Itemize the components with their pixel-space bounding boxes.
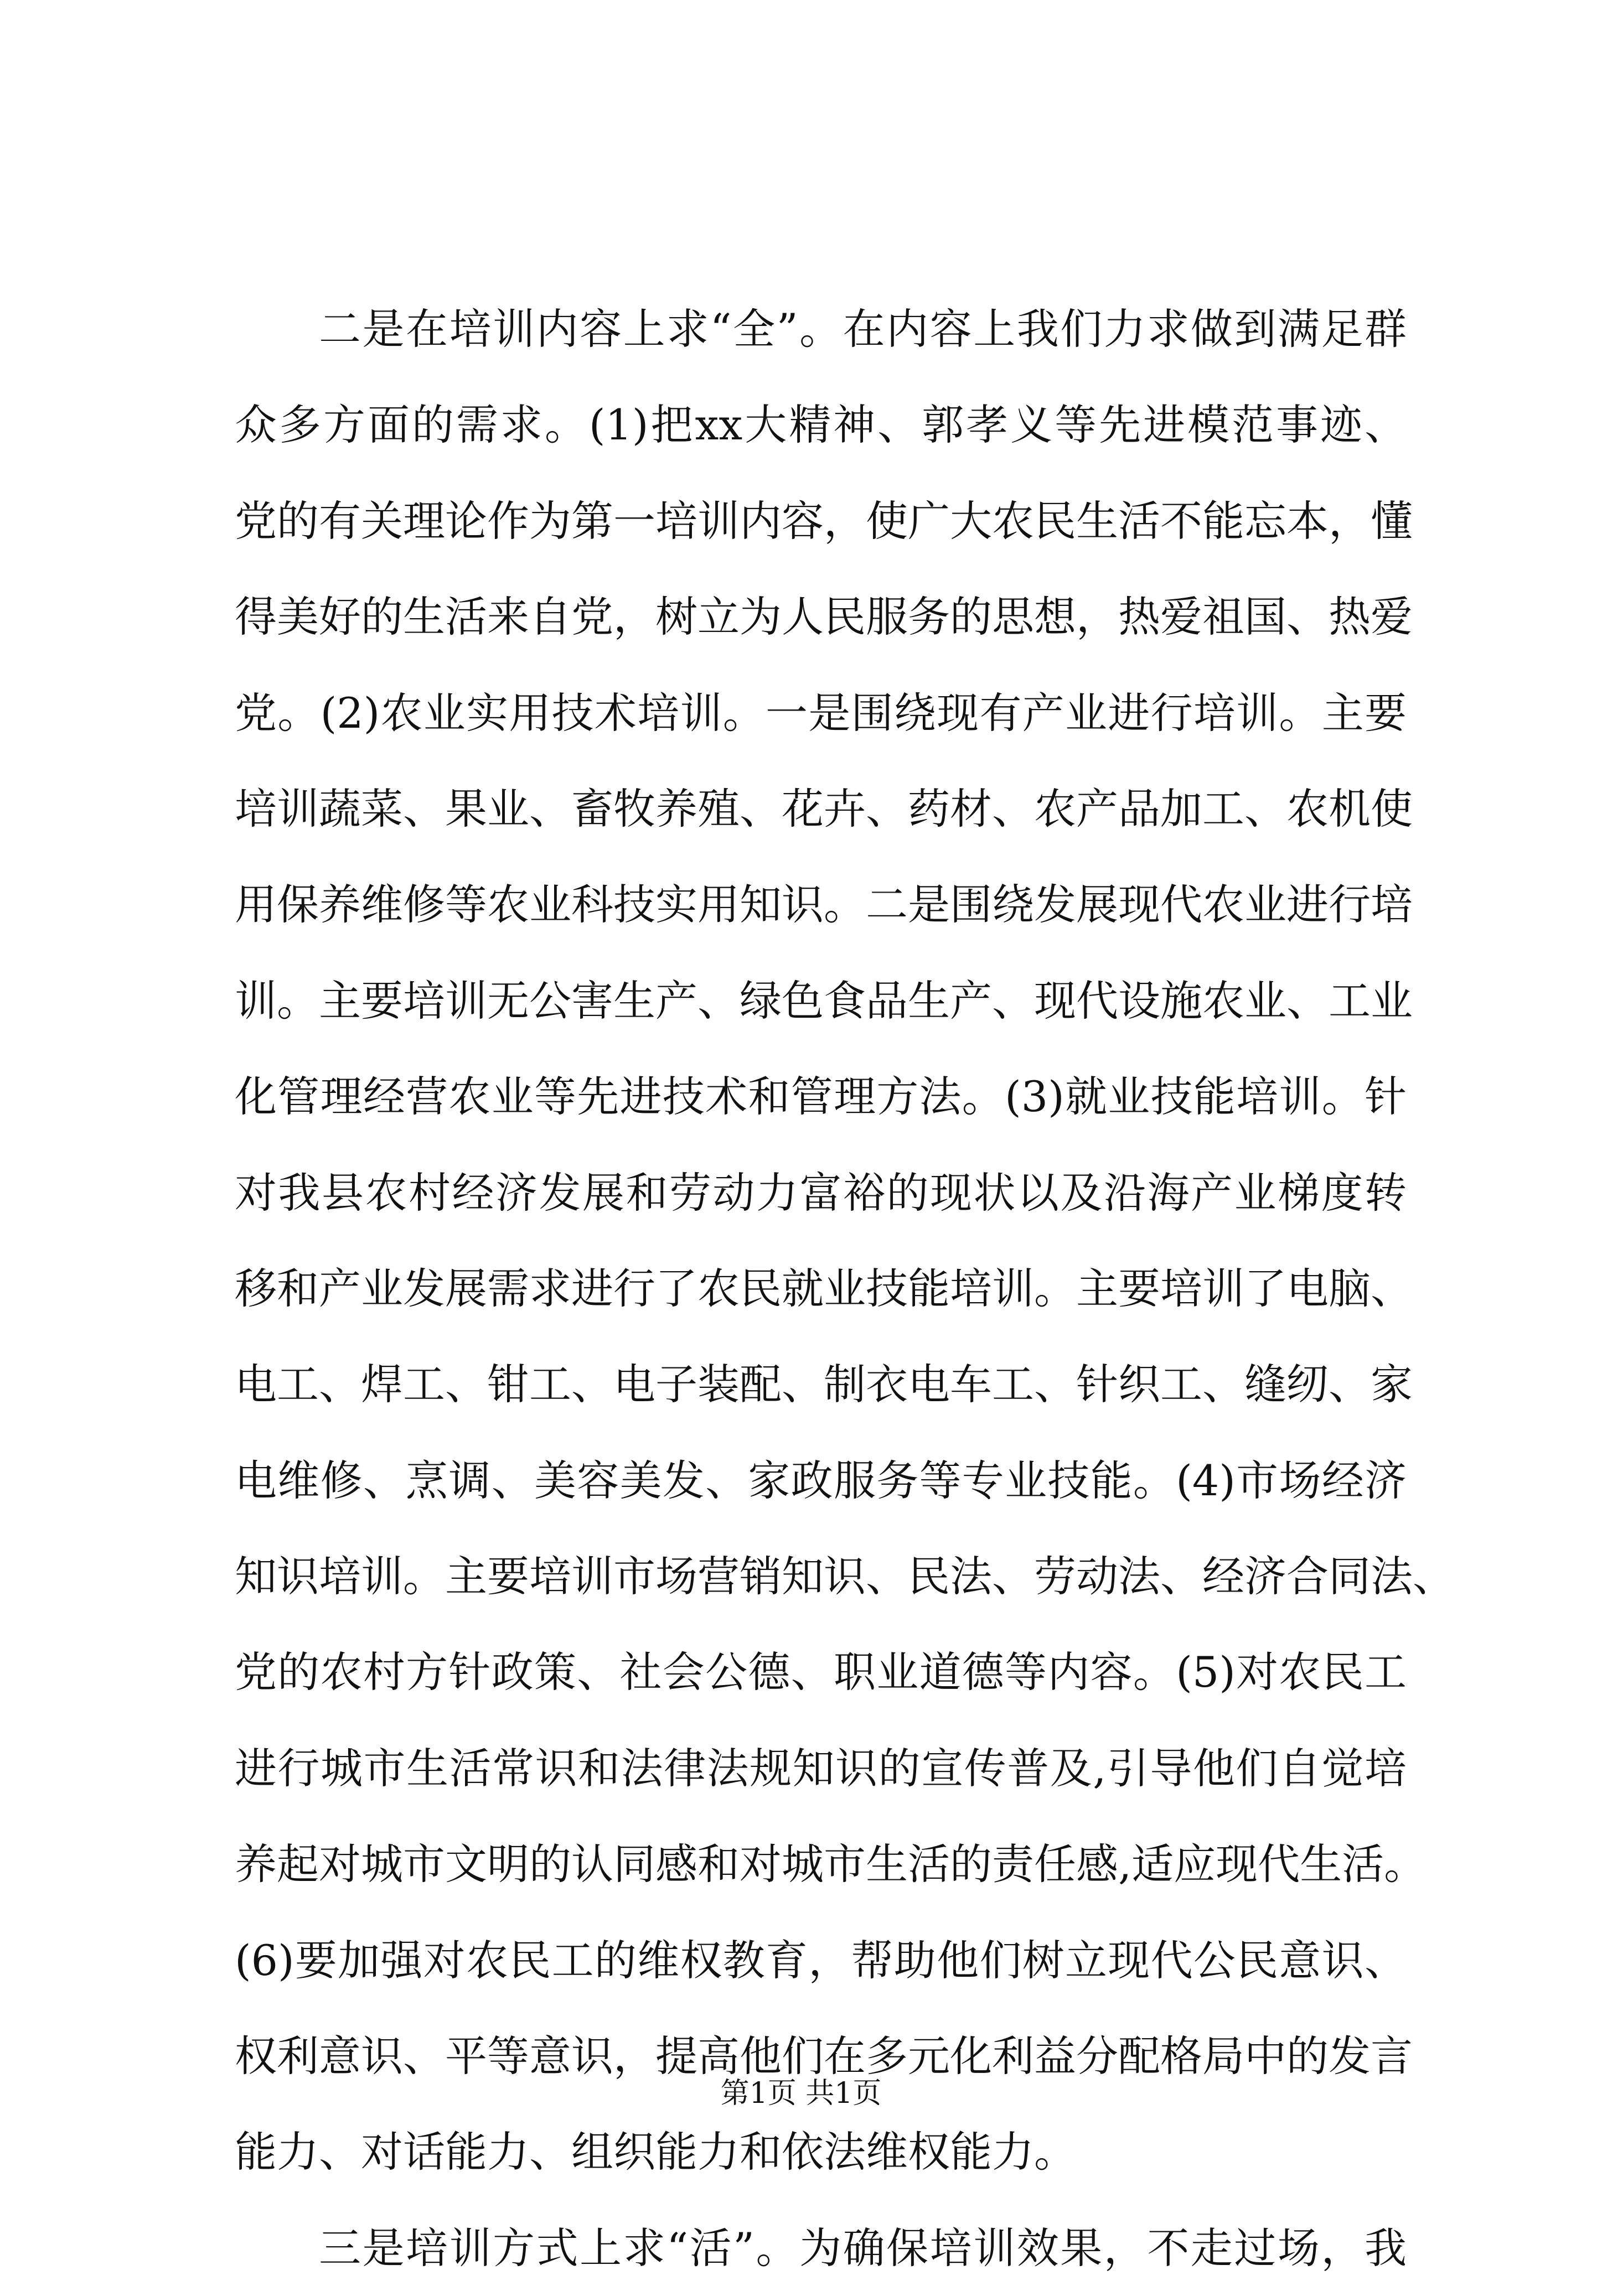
text-line: 养起对城市文明的认同感和对城市生活的责任感,适应现代生活。 — [235, 1839, 1427, 1889]
paragraph-training-method — [235, 2200, 1407, 2296]
text-line: 党。(2)农业实用技术培训。一是围绕现有产业进行培训。主要 — [235, 688, 1407, 738]
text-line: 进行城市生活常识和法律法规知识的宣传普及,引导他们自觉培 — [235, 1743, 1407, 1793]
text-line: 众多方面的需求。(1)把xx大精神、郭孝义等先进模范事迹、 — [235, 400, 1407, 450]
text-line: 用保养维修等农业科技实用知识。二是围绕发展现代农业进行培 — [235, 880, 1413, 930]
text-line: 培训蔬菜、果业、畜牧养殖、花卉、药材、农产品加工、农机使 — [235, 784, 1413, 833]
text-line: 能力、对话能力、组织能力和依法维权能力。 — [235, 2127, 1076, 2177]
text-line: 训。主要培训无公害生产、绿色食品生产、现代设施农业、工业 — [235, 976, 1413, 1025]
text-line: (6)要加强对农民工的维权教育，帮助他们树立现代公民意识、 — [235, 1935, 1407, 1985]
page-number-footer: 第1页 共1页 — [720, 2077, 882, 2110]
document-body — [235, 281, 1455, 2296]
text-line: 知识培训。主要培训市场营销知识、民法、劳动法、经济合同法、 — [235, 1552, 1455, 1602]
text-line: 移和产业发展需求进行了农民就业技能培训。主要培训了电脑、 — [235, 1263, 1413, 1313]
paragraph-training-content — [235, 281, 1455, 2200]
text-line: 二是在培训内容上求“全”。在内容上我们力求做到满足群 — [319, 304, 1407, 354]
text-line: 对我县农村经济发展和劳动力富裕的现状以及沿海产业梯度转 — [235, 1168, 1407, 1217]
text-line: 党的有关理论作为第一培训内容，使广大农民生活不能忘本，懂 — [235, 496, 1413, 546]
text-line: 三是培训方式上求“活”。为确保培训效果，不走过场，我 — [319, 2223, 1407, 2273]
text-line: 电维修、烹调、美容美发、家政服务等专业技能。(4)市场经济 — [235, 1455, 1407, 1505]
text-line: 得美好的生活来自党，树立为人民服务的思想，热爱祖国、热爱 — [235, 592, 1413, 642]
text-line: 电工、焊工、钳工、电子装配、制衣电车工、针织工、缝纫、家 — [235, 1360, 1413, 1409]
text-line: 化管理经营农业等先进技术和管理方法。(3)就业技能培训。针 — [235, 1072, 1407, 1122]
text-line: 党的农村方针政策、社会公德、职业道德等内容。(5)对农民工 — [235, 1647, 1407, 1697]
text-line: 权利意识、平等意识，提高他们在多元化利益分配格局中的发言 — [235, 2031, 1413, 2081]
